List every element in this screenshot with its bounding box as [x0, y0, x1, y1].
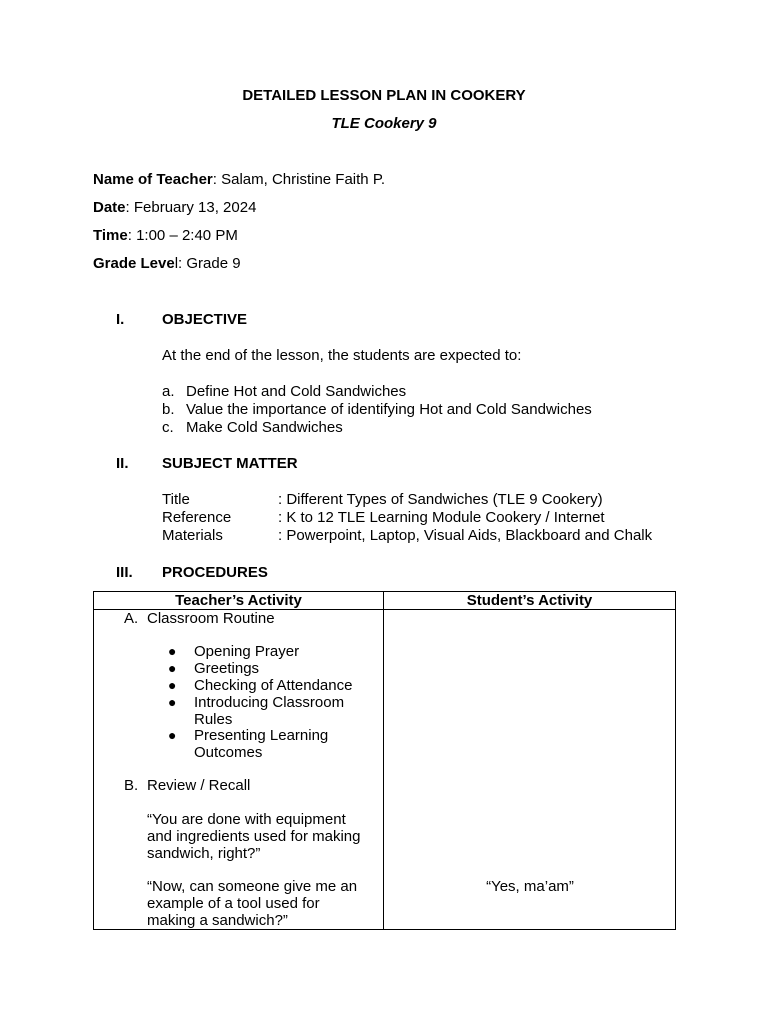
objective-item-letter: b. — [162, 401, 175, 418]
section-b-title: Review / Recall — [147, 777, 251, 794]
time-value: : 1:00 – 2:40 PM — [127, 227, 238, 244]
date-line — [93, 199, 256, 216]
grade-label: Grade Leve — [93, 255, 175, 272]
teacher-question-line: and ingredients used for making — [147, 828, 361, 845]
date-value: : February 13, 2024 — [125, 199, 257, 216]
teacher-question-line: example of a tool used for — [147, 895, 320, 912]
teacher-activity-cell — [94, 610, 384, 930]
bullet-icon: ● — [168, 677, 177, 693]
subject-materials-value: : Powerpoint, Laptop, Visual Aids, Blackboard and Chalk — [278, 527, 653, 544]
objective-item-letter: a. — [162, 383, 175, 400]
routine-item: Presenting Learning — [194, 727, 329, 744]
subject-reference-value: : K to 12 TLE Learning Module Cookery / Internet — [278, 509, 605, 526]
teacher-question-line: “Now, can someone give me an — [147, 878, 358, 895]
routine-item: Opening Prayer — [194, 643, 300, 660]
grade-line — [93, 255, 241, 272]
teacher-question-line: sandwich, right?” — [147, 845, 261, 862]
objective-intro: At the end of the lesson, the students are expected to: — [162, 347, 522, 364]
teacher-activity-header: Teacher’s Activity — [94, 592, 384, 610]
objective-item: Make Cold Sandwiches — [186, 419, 343, 436]
bullet-icon: ● — [168, 727, 177, 743]
student-activity-cell — [384, 610, 676, 930]
objective-heading: OBJECTIVE — [162, 311, 248, 328]
routine-item: Introducing Classroom — [194, 694, 345, 711]
bullet-icon: ● — [168, 660, 177, 676]
bullet-icon: ● — [168, 643, 177, 659]
subject-matter-heading: SUBJECT MATTER — [162, 455, 298, 472]
routine-item-continued: Rules — [194, 711, 233, 728]
student-activity-header: Student’s Activity — [384, 592, 676, 610]
bullet-icon: ● — [168, 694, 177, 710]
routine-item: Greetings — [194, 660, 260, 677]
time-label: Time — [93, 227, 128, 244]
subject-reference-label: Reference — [162, 509, 232, 526]
objective-number: I. — [116, 311, 125, 328]
section-a-title: Classroom Routine — [147, 610, 275, 627]
document-title: DETAILED LESSON PLAN IN COOKERY — [242, 87, 526, 104]
student-answer: “Yes, ma’am” — [486, 878, 574, 895]
grade-value: l: Grade 9 — [174, 255, 241, 272]
document-subtitle: TLE Cookery 9 — [331, 115, 437, 132]
objective-item: Define Hot and Cold Sandwiches — [186, 383, 407, 400]
teacher-question-line: “You are done with equipment — [147, 811, 346, 828]
subject-matter-number: II. — [116, 455, 129, 472]
subject-title-value: : Different Types of Sandwiches (TLE 9 Cookery) — [278, 491, 603, 508]
routine-item: Checking of Attendance — [194, 677, 353, 694]
teacher-question-line: making a sandwich?” — [147, 912, 288, 929]
teacher-line — [93, 171, 385, 188]
procedures-heading: PROCEDURES — [162, 564, 268, 581]
teacher-label: Name of Teacher — [93, 171, 213, 188]
section-a-letter: A. — [124, 610, 139, 627]
date-label: Date — [93, 199, 126, 216]
time-line — [93, 227, 238, 244]
subject-materials-label: Materials — [162, 527, 223, 544]
objective-item: Value the importance of identifying Hot and Cold Sandwiches — [186, 401, 592, 418]
teacher-value: : Salam, Christine Faith P. — [212, 171, 386, 188]
section-b-letter: B. — [124, 777, 139, 794]
procedures-table — [93, 591, 676, 930]
subject-title-label: Title — [162, 491, 190, 508]
routine-item-continued: Outcomes — [194, 744, 263, 761]
objective-item-letter: c. — [162, 419, 174, 436]
procedures-number: III. — [116, 564, 133, 581]
